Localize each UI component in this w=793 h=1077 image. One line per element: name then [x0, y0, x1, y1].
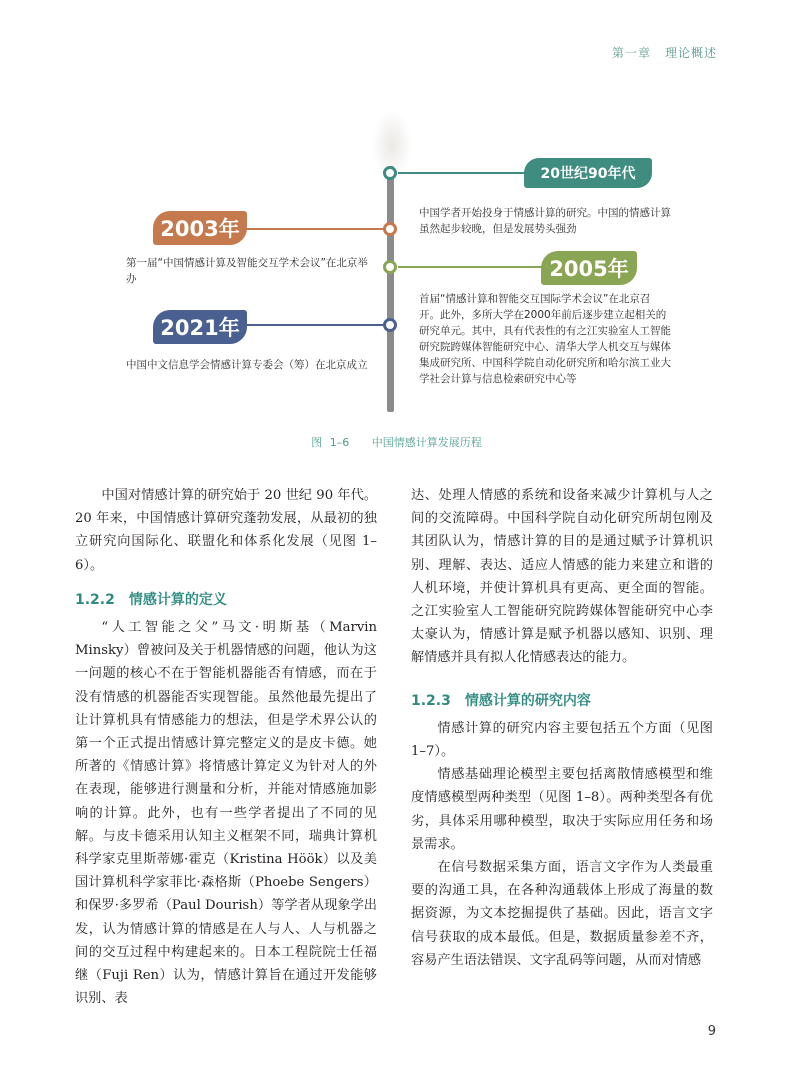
page-number: 9 — [707, 1024, 716, 1039]
chapter-title: 理论概述 — [664, 46, 717, 60]
year-badge-1990s: 20世纪90年代 — [524, 158, 652, 188]
timeline-node-2003 — [383, 222, 397, 236]
section-number: 1.2.3 — [411, 692, 451, 709]
paragraph: 情感基础理论模型主要包括离散情感模型和维度情感模型两种类型（见图 1–8）。两种类型各有优劣，具体采用哪种模型，取决于实际应用任务和场景需求。 — [411, 767, 713, 852]
paragraph: “人工智能之父”马文·明斯基（Marvin Minsky）曾被问及关于机器情感的问题，他认为这一问题的核心不在于智能机器能否有情感，而在于没有情感的机器能否实现智能。虽然他最先提出了让计算机具有情感能力的想法，但是学术界公认的第一个正式提出情感计算完整定义的是皮卡德。她所著的《情感计算》将情感计算定义为针对人的外在表现，能够进行测量和分析，并能对情感施加影响的计算。此外，也有一些学者提出了不同的见解。与皮卡德采用认知主义框架不同，瑞典计算机科学家克里斯蒂娜·霍克（Kristina Höök）以及美国计算机科学家菲比·森格斯（Phoebe Sengers）和保罗·多罗希（Paul Dourish）等学者从现象学出发，认为情感计算的情感是在人与人、人与机器之间的交互过程中构建起来的。日本工程院院士任福继（Fuji Ren）认为，情感计算旨在通过开发能够识别、表 — [75, 620, 377, 1007]
paragraph-continued: 达、处理人情感的系统和设备来减少计算机与人之间的交流障碍。中国科学院自动化研究所胡包刚及其团队认为，情感计算的目的是通过赋予计算机识别、理解、表达、适应人情感的能力来建立和谐的人机环境，并使计算机具有更高、更全面的智能。之江实验室人工智能研究院跨媒体智能研究中心李太豪认为，情感计算是赋予机器以感知、识别、理解情感并具有拟人化情感表达的能力。 — [411, 488, 713, 666]
right-column — [411, 484, 713, 972]
leader-line-1990s — [398, 172, 530, 174]
paragraph: 在信号数据采集方面，语言文字作为人类最重要的沟通工具，在各种沟通载体上形成了海量的数据资源，为文本挖掘提供了基础。因此，语言文字信号获取的成本最低。但是，数据质量参差不齐，容易产生语法错误、文字乱码等问题，从而对情感 — [411, 860, 713, 968]
chapter-label: 第一章 — [611, 46, 651, 60]
timeline-figure — [0, 0, 793, 460]
event-text-2005: 首届“情感计算和智能交互国际学术会议”在北京召开。此外，多所大学在2000年前后逐步建立起相关的研究单元。其中，具有代表性的有之江实验室人工智能研究院跨媒体智能研究中心、清华大学人机交互与媒体集成研究所、中国科学院自动化研究所和哈尔滨工业大学社会计算与信息检索研究中心等 — [419, 293, 671, 385]
section-title: 情感计算的定义 — [128, 591, 227, 608]
figure-caption — [0, 434, 793, 450]
leader-line-2005 — [398, 266, 548, 268]
year-badge-2003: 2003年 — [153, 211, 247, 245]
section-number: 1.2.2 — [75, 591, 115, 608]
event-text-2021: 中国中文信息学会情感计算专委会（筹）在北京成立 — [126, 359, 368, 371]
timeline-node-2021 — [383, 318, 397, 332]
timeline-axis — [387, 166, 394, 412]
event-text-2003: 第一届“中国情感计算及智能交互学术会议”在北京举办 — [126, 257, 368, 285]
year-badge-2021: 2021年 — [153, 310, 247, 344]
section-heading-1-2-2 — [75, 589, 377, 612]
year-badge-2005: 2005年 — [541, 251, 637, 285]
leader-line-2021 — [240, 324, 384, 326]
event-text-1990s: 中国学者开始投身于情感计算的研究。中国的情感计算虽然起步较晚，但是发展势头强劲 — [419, 207, 671, 235]
paragraph: 中国对情感计算的研究始于 20 世纪 90 年代。20 年来，中国情感计算研究蓬勃发展，从最初的独立研究向国际化、联盟化和体系化发展（见图 1–6）。 — [75, 488, 377, 573]
timeline-node-1990s — [383, 166, 397, 180]
section-title: 情感计算的研究内容 — [464, 692, 591, 709]
figure-caption-number: 图 1–6 — [311, 436, 350, 449]
leader-line-2003 — [240, 228, 384, 230]
section-heading-1-2-3 — [411, 690, 713, 713]
figure-caption-text: 中国情感计算发展历程 — [371, 436, 482, 449]
timeline-node-2005 — [383, 260, 397, 274]
paragraph: 情感计算的研究内容主要包括五个方面（见图 1–7）。 — [411, 720, 713, 760]
left-column — [75, 484, 377, 1010]
